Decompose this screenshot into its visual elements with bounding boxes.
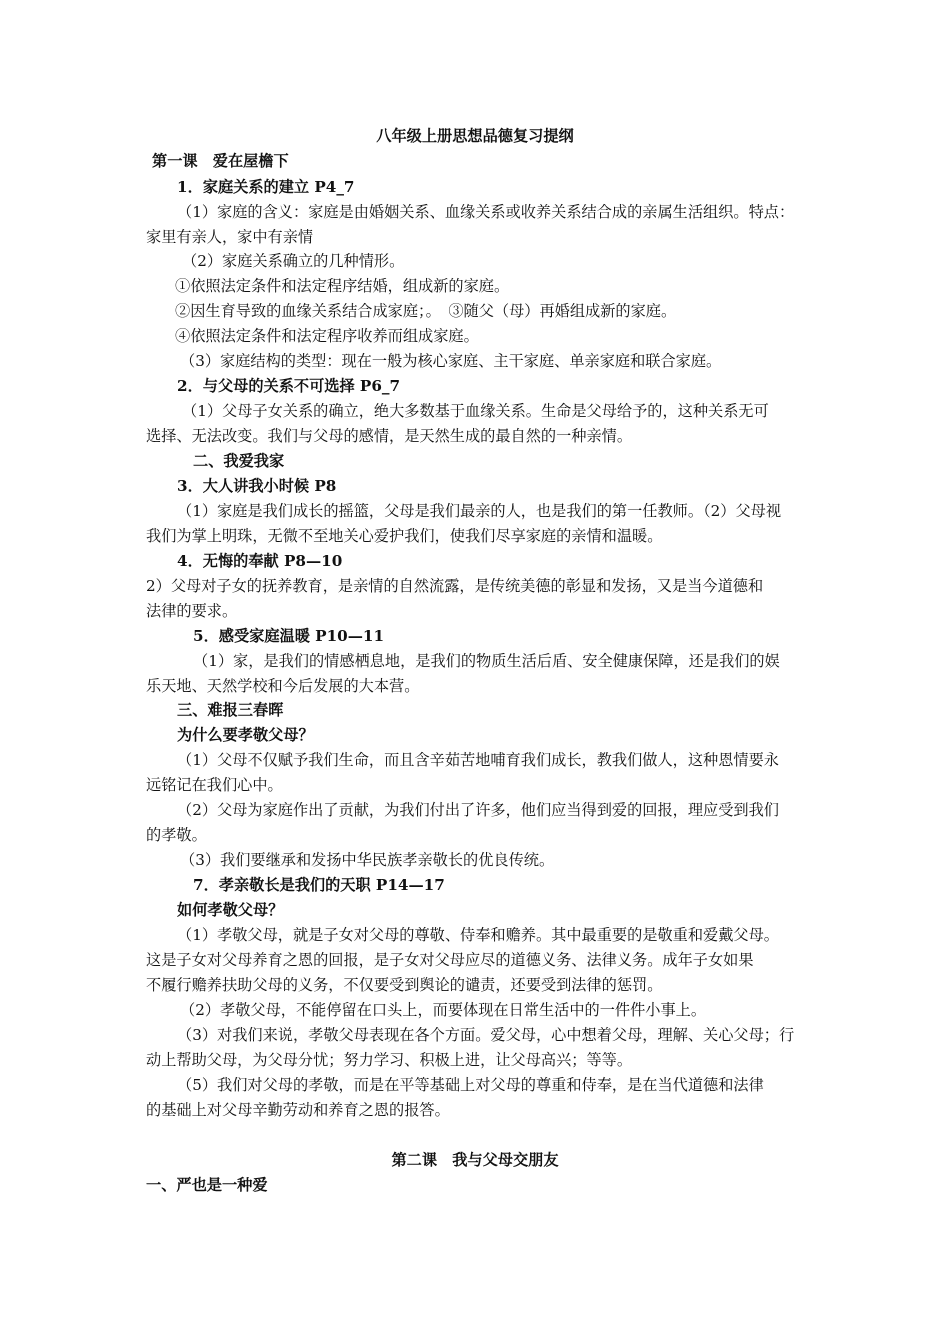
paragraph: 我们为掌上明珠，无微不至地关心爱护我们，使我们尽享家庭的亲情和温暖。: [146, 527, 663, 545]
paragraph: （3）家庭结构的类型：现在一般为核心家庭、主干家庭、单亲家庭和联合家庭。: [180, 352, 722, 370]
question1-heading: 为什么要孝敬父母？: [177, 726, 314, 744]
lesson2-part1-heading: 一、严也是一种爱: [146, 1176, 268, 1194]
lesson2-heading: 第二课 我与父母交朋友: [391, 1151, 559, 1169]
paragraph: 的基础上对父母辛勤劳动和养育之恩的报答。: [146, 1101, 450, 1119]
section1-heading: 1．家庭关系的建立 P4_7: [177, 178, 355, 196]
document-title: 八年级上册思想品德复习提纲: [376, 127, 574, 145]
paragraph: （1）家庭的含义：家庭是由婚姻关系、血缘关系或收养关系结合成的亲属生活组织。特点：: [177, 203, 795, 221]
section4-heading: 4．无悔的奉献 P8—10: [177, 552, 343, 570]
paragraph: 的孝敬。: [146, 826, 207, 844]
paragraph: （1）家，是我们的情感栖息地，是我们的物质生活后盾、安全健康保障，还是我们的娱: [193, 652, 780, 670]
paragraph: （2）孝敬父母，不能停留在口头上，而要体现在日常生活中的一件件小事上。: [180, 1001, 707, 1019]
question2-heading: 如何孝敬父母？: [177, 901, 284, 919]
paragraph: （1）父母不仅赋予我们生命，而且含辛茹苦地哺育我们成长，教我们做人，这种恩情要永: [177, 751, 779, 769]
section2-heading: 2．与父母的关系不可选择 P6_7: [177, 377, 401, 395]
section5-heading: 5．感受家庭温暖 P10—11: [193, 627, 385, 645]
paragraph: 不履行赡养扶助父母的义务，不仅要受到舆论的谴责，还要受到法律的惩罚。: [146, 976, 663, 994]
lesson1-heading: 第一课 爱在屋檐下: [152, 152, 289, 170]
list-item: ④依照法定条件和法定程序收养而组成家庭。: [175, 327, 479, 345]
paragraph: （5）我们对父母的孝敬，而是在平等基础上对父母的尊重和侍奉，是在当代道德和法律: [177, 1076, 764, 1094]
paragraph: 远铭记在我们心中。: [146, 776, 283, 794]
paragraph: （2）父母为家庭作出了贡献，为我们付出了许多，他们应当得到爱的回报，理应受到我们: [177, 801, 779, 819]
paragraph: 家里有亲人，家中有亲情: [146, 228, 314, 246]
list-item: ②因生育导致的血缘关系结合成家庭；。 ③随父（母）再婚组成新的家庭。: [175, 302, 677, 320]
paragraph: （3）对我们来说，孝敬父母表现在各个方面。爱父母，心中想着父母，理解、关心父母；行: [177, 1026, 795, 1044]
paragraph: （1）孝敬父母，就是子女对父母的尊敬、侍奉和赡养。其中最重要的是敬重和爱戴父母。: [177, 926, 779, 944]
paragraph: （1）父母子女关系的确立，绝大多数基于血缘关系。生命是父母给予的，这种关系无可: [182, 402, 769, 420]
paragraph: （1）家庭是我们成长的摇篮，父母是我们最亲的人，也是我们的第一任教师。（2）父母视: [177, 502, 782, 520]
section7-heading: 7．孝亲敬长是我们的天职 P14—17: [193, 876, 445, 894]
list-item: ①依照法定条件和法定程序结婚，组成新的家庭。: [175, 277, 510, 295]
part3-heading: 三、难报三春晖: [177, 701, 284, 719]
paragraph: 法律的要求。: [146, 602, 238, 620]
paragraph: （3）我们要继承和发扬中华民族孝亲敬长的优良传统。: [180, 851, 555, 869]
paragraph: 乐天地、天然学校和今后发展的大本营。: [146, 677, 420, 695]
paragraph: 2）父母对子女的抚养教育，是亲情的自然流露，是传统美德的彰显和发扬，又是当今道德和: [146, 577, 764, 595]
part2-heading: 二、我爱我家: [193, 452, 285, 470]
paragraph: （2）家庭关系确立的几种情形。: [182, 252, 405, 270]
section3-heading: 3．大人讲我小时候 P8: [177, 477, 337, 495]
paragraph: 选择、无法改变。我们与父母的感情，是天然生成的最自然的一种亲情。: [146, 427, 632, 445]
paragraph: 这是子女对父母养育之恩的回报，是子女对父母应尽的道德义务、法律义务。成年子女如果: [146, 951, 754, 969]
paragraph: 动上帮助父母，为父母分忧；努力学习、积极上进，让父母高兴；等等。: [146, 1051, 632, 1069]
